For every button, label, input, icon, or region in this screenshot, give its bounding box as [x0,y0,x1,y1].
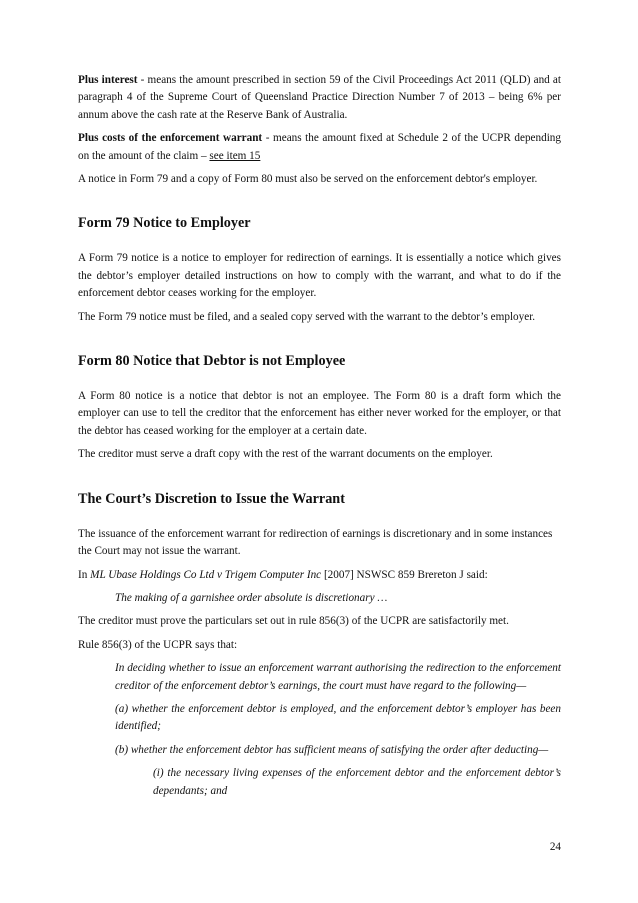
heading-courts-discretion: The Court’s Discretion to Issue the Warrant [78,490,345,507]
document-page [78,72,561,800]
paragraph-notice-forms: A notice in Form 79 and a copy of Form 80 must also be served on the enforcement debtor's employer. [78,173,538,186]
term-plus-interest: Plus interest [78,74,138,86]
definition-plus-costs: - means the amount fixed at Schedule 2 of the UCPR depending on the amount of the claim – [78,132,561,162]
see-item-15-link[interactable]: see item 15 [209,149,261,162]
paragraph-creditor-must-prove: The creditor must prove the particulars set out in rule 856(3) of the UCPR are satisfactorily met. [78,615,509,628]
paragraph-plus-interest [78,72,561,124]
page-number: 24 [549,841,561,853]
definition-plus-interest: - means the amount prescribed in section 59 of the Civil Proceedings Act 2011 (QLD) and at paragraph 4 of the Supreme Court of Queensland Practice Direction Number 7 of 2013 – being 6% per annum above the cash rate at the Reserve Bank of Australia. [78,74,561,121]
quote-rule-856-a: (a) whether the enforcement debtor is employed, and the enforcement debtor’s employer has been identified; [115,702,561,733]
case-name: ML Ubase Holdings Co Ltd v Trigem Computer Inc [90,568,322,581]
heading-form-80: Form 80 Notice that Debtor is not Employee [78,353,346,370]
paragraph-form-79-description: A Form 79 notice is a notice to employer for redirection of earnings. It is essentially a notice which gives the debtor’s employer detailed instructions on how to comply with the warrant, and what to do if the enforcement debtor ceases working for the employer. [78,252,561,300]
quote-garnishee-order: The making of a garnishee order absolute is discretionary … [115,591,388,604]
paragraph-form-80-service: The creditor must serve a draft copy with the rest of the warrant documents on the employer. [78,448,493,461]
quote-rule-856-b-i: (i) the necessary living expenses of the enforcement debtor and the enforcement debtor’s dependants; and [153,767,561,797]
term-plus-costs: Plus costs of the enforcement warrant [78,132,263,145]
paragraph-discretionary: The issuance of the enforcement warrant for redirection of earnings is discretionary and in some instances the Court may not issue the warrant. [78,527,553,558]
paragraph-form-80-description: A Form 80 notice is a notice that debtor is not an employee. The Form 80 is a draft form which the employer can use to tell the creditor that the enforcement has either never worked for the employer, or that the debtor has ceased working for the employer at a certain date. [78,390,561,437]
quote-rule-856-intro: In deciding whether to issue an enforcement warrant authorising the redirection to the enforcement creditor of the enforcement debtor’s earnings, the court must have regard to the following— [115,662,561,692]
paragraph-case-citation: In ML Ubase Holdings Co Ltd v Trigem Computer Inc [2007] NSWSC 859 Brereton J said: [78,568,488,581]
quote-rule-856-b: (b) whether the enforcement debtor has sufficient means of satisfying the order after deducting— [115,743,549,756]
heading-form-79: Form 79 Notice to Employer [78,215,251,232]
paragraph-plus-costs [78,130,561,165]
paragraph-form-79-filing: The Form 79 notice must be filed, and a sealed copy served with the warrant to the debtor’s employer. [78,310,536,323]
paragraph-rule-856: Rule 856(3) of the UCPR says that: [78,638,238,651]
